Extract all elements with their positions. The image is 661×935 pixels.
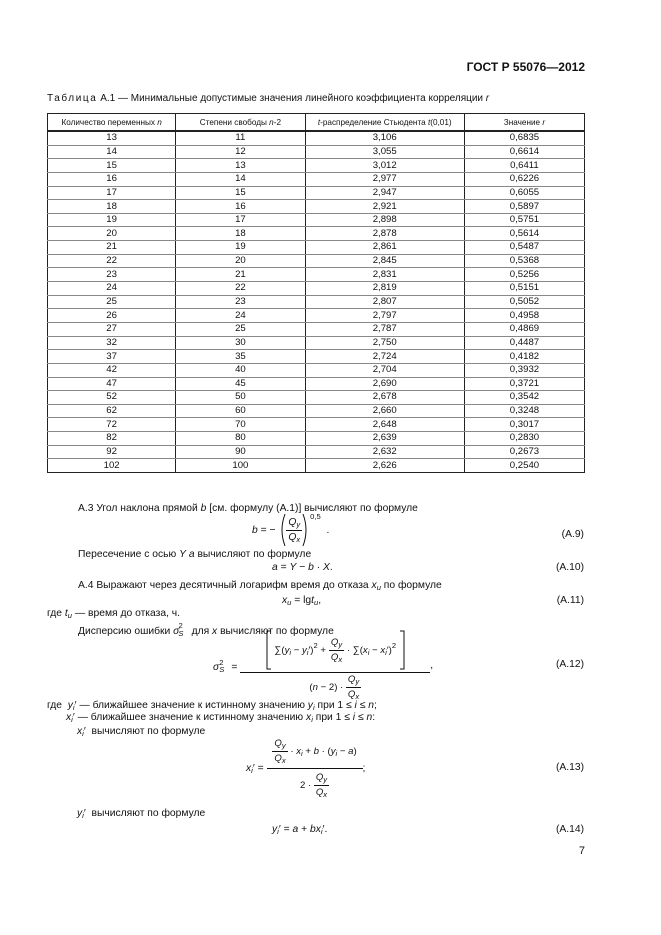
- eq-number-a10: (А.10): [555, 562, 584, 573]
- cell-n: 13: [48, 131, 176, 145]
- cell-r: 0,5256: [464, 268, 584, 282]
- where-tu: где $t_u$ — время до отказа, ч.: [47, 608, 181, 620]
- table-row: [48, 227, 585, 241]
- cell-r: 0,4958: [464, 309, 584, 323]
- cell-df: 100: [176, 459, 305, 473]
- cell-n: 14: [48, 145, 176, 159]
- yprime-text: — ближайшее значение к истинному значению: [79, 700, 305, 711]
- xprime-range-1: при 1 ≤: [315, 712, 350, 723]
- table-row: [48, 268, 585, 282]
- paren-left-icon: [278, 513, 286, 547]
- cell-df: 15: [176, 186, 305, 200]
- intercept-var: a: [188, 549, 195, 560]
- intercept-text-2: вычисляют по формуле: [197, 549, 312, 560]
- formula-a10: a = Y − b · X.: [272, 562, 333, 573]
- a3-var-b: b: [200, 503, 207, 514]
- cell-n: 23: [48, 268, 176, 282]
- cell-r: 0,5151: [464, 282, 584, 296]
- cell-r: 0,6055: [464, 186, 584, 200]
- cell-t: 2,878: [305, 227, 464, 241]
- cell-n: 62: [48, 404, 176, 418]
- cell-r: 0,6835: [464, 131, 584, 145]
- cell-r: 0,3932: [464, 363, 584, 377]
- where-prefix-2: где: [47, 700, 63, 711]
- a9-exponent: 0,5: [310, 512, 321, 521]
- cell-df: 17: [176, 213, 305, 227]
- yprime-end: ;: [373, 700, 377, 711]
- page-number: 7: [578, 845, 585, 857]
- cell-n: 22: [48, 254, 176, 268]
- table-row: [48, 377, 585, 391]
- bracket-left-icon: [266, 630, 272, 670]
- cell-t: 2,861: [305, 241, 464, 255]
- col-header-n: Количество переменных n: [48, 114, 176, 132]
- table-row: [48, 254, 585, 268]
- para-intercept: [78, 549, 311, 560]
- cell-t: 3,055: [305, 145, 464, 159]
- cell-df: 19: [176, 241, 305, 255]
- where-yprime: где $y_i'$ — ближайшее значение к истинному значению $y_i$ при 1 ≤ i ≤ n;: [47, 700, 377, 712]
- table-row: [48, 445, 585, 459]
- cell-t: 3,106: [305, 131, 464, 145]
- table-row: [48, 350, 585, 364]
- cell-df: 11: [176, 131, 305, 145]
- cell-r: 0,5487: [464, 241, 584, 255]
- cell-n: 27: [48, 322, 176, 336]
- cell-n: 15: [48, 159, 176, 173]
- a3-text-1: А.3 Угол наклона прямой: [78, 503, 198, 514]
- where-tu-text: — время до отказа, ч.: [74, 608, 181, 619]
- table-row: [48, 418, 585, 432]
- cell-df: 60: [176, 404, 305, 418]
- cell-df: 14: [176, 172, 305, 186]
- eq-number-a13: (А.13): [555, 762, 584, 773]
- formula-a11: $x_u = \lg t_u$,: [282, 595, 322, 607]
- table-row: [48, 200, 585, 214]
- table-row: [48, 213, 585, 227]
- table-header-row: [48, 114, 585, 132]
- disp-text-1: Дисперсию ошибки: [78, 626, 171, 637]
- cell-t: 2,947: [305, 186, 464, 200]
- cell-n: 32: [48, 336, 176, 350]
- cell-t: 2,678: [305, 391, 464, 405]
- eq-number-a11: (А.11): [556, 595, 584, 606]
- xprime-calc-text: вычисляют по формуле: [91, 726, 206, 737]
- cell-t: 2,819: [305, 282, 464, 296]
- correlation-table: [47, 113, 585, 473]
- eq-number-a12: (А.12): [555, 659, 584, 670]
- cell-r: 0,5368: [464, 254, 584, 268]
- cell-r: 0,4869: [464, 322, 584, 336]
- cell-df: 35: [176, 350, 305, 364]
- document-code: ГОСТ Р 55076—2012: [466, 60, 585, 74]
- cell-n: 17: [48, 186, 176, 200]
- cell-n: 102: [48, 459, 176, 473]
- table-row: [48, 145, 585, 159]
- disp-var: x: [212, 626, 218, 637]
- cell-df: 25: [176, 322, 305, 336]
- cell-n: 18: [48, 200, 176, 214]
- table-row: [48, 159, 585, 173]
- table-row: [48, 336, 585, 350]
- cell-n: 16: [48, 172, 176, 186]
- cell-df: 45: [176, 377, 305, 391]
- cell-r: 0,5751: [464, 213, 584, 227]
- table-row: [48, 432, 585, 446]
- col-header-df: Степени свободы n-2: [176, 114, 305, 132]
- cell-df: 80: [176, 432, 305, 446]
- cell-r: 0,5897: [464, 200, 584, 214]
- cell-r: 0,6411: [464, 159, 584, 173]
- yprime-range-1: при 1 ≤: [317, 700, 352, 711]
- where-xprime: $x_i'$ — ближайшее значение к истинному значению $x_i$ при 1 ≤ i ≤ n:: [66, 712, 376, 724]
- table-row: [48, 186, 585, 200]
- xprime-end: :: [372, 712, 376, 723]
- cell-r: 0,2830: [464, 432, 584, 446]
- xprime-text: — ближайшее значение к истинному значению: [77, 712, 304, 723]
- disp-text-3: вычисляют по формуле: [220, 626, 334, 637]
- cell-df: 50: [176, 391, 305, 405]
- table-row: [48, 282, 585, 296]
- cell-t: 2,797: [305, 309, 464, 323]
- cell-r: 0,4487: [464, 336, 584, 350]
- paren-right-icon: [302, 513, 310, 547]
- formula-a13: $x_i'$ = $\frac{Q_y}{Q_x}$ · $x_i + b \cdot (y_i - a)$ 2 · $\frac{Q_y}{Q_x}$ ;: [246, 738, 366, 799]
- a4-text-2: по формуле: [383, 580, 442, 591]
- cell-t: 2,639: [305, 432, 464, 446]
- where-prefix: где: [47, 608, 63, 619]
- table-row: [48, 322, 585, 336]
- cell-df: 18: [176, 227, 305, 241]
- cell-r: 0,5614: [464, 227, 584, 241]
- cell-df: 16: [176, 200, 305, 214]
- cell-r: 0,2540: [464, 459, 584, 473]
- para-xprime: $x_i'$ вычисляют по формуле: [77, 726, 206, 738]
- cell-df: 13: [176, 159, 305, 173]
- cell-n: 25: [48, 295, 176, 309]
- para-yprime: $y_i'$ вычисляют по формуле: [77, 808, 206, 820]
- cell-df: 90: [176, 445, 305, 459]
- cell-n: 92: [48, 445, 176, 459]
- cell-t: 2,632: [305, 445, 464, 459]
- caption-variable: r: [485, 93, 490, 104]
- cell-df: 23: [176, 295, 305, 309]
- eq-number-a9: (А.9): [561, 529, 584, 540]
- cell-r: 0,3721: [464, 377, 584, 391]
- cell-t: 2,807: [305, 295, 464, 309]
- cell-df: 12: [176, 145, 305, 159]
- disp-text-2: для: [191, 626, 210, 637]
- table-row: [48, 131, 585, 145]
- table-row: [48, 295, 585, 309]
- cell-t: 2,724: [305, 350, 464, 364]
- cell-t: 2,660: [305, 404, 464, 418]
- intercept-text-1: Пересечение с осью: [78, 549, 177, 560]
- formula-a14: $y_i' = a + bx_i'$.: [272, 824, 328, 836]
- cell-t: 2,977: [305, 172, 464, 186]
- cell-n: 52: [48, 391, 176, 405]
- cell-n: 20: [48, 227, 176, 241]
- a4-text-1: А.4 Выражают через десятичный логарифм время до отказа: [78, 580, 369, 591]
- cell-t: 2,704: [305, 363, 464, 377]
- eq-number-a14: (А.14): [555, 824, 584, 835]
- cell-r: 0,6226: [464, 172, 584, 186]
- cell-n: 82: [48, 432, 176, 446]
- table-row: [48, 459, 585, 473]
- cell-t: 2,921: [305, 200, 464, 214]
- a3-text-2: [см. формулу (А.1)] вычисляют по формуле: [209, 503, 418, 514]
- cell-t: 2,787: [305, 322, 464, 336]
- cell-df: 21: [176, 268, 305, 282]
- intercept-axis: Y: [179, 549, 186, 560]
- cell-r: 0,2673: [464, 445, 584, 459]
- cell-t: 2,648: [305, 418, 464, 432]
- cell-n: 24: [48, 282, 176, 296]
- table-row: [48, 404, 585, 418]
- yprime-calc-text: вычисляют по формуле: [91, 808, 206, 819]
- yprime-range-2: ≤: [359, 700, 366, 711]
- cell-t: 2,750: [305, 336, 464, 350]
- cell-t: 2,831: [305, 268, 464, 282]
- para-a3: [78, 503, 418, 514]
- para-dispersion: Дисперсию ошибки $\sigma_S^2$ для x вычисляют по формуле: [78, 621, 334, 638]
- cell-df: 30: [176, 336, 305, 350]
- cell-n: 72: [48, 418, 176, 432]
- formula-a9: b = − $\frac{Q_y}{Q_x}$ $^{0,5}$ .: [252, 512, 329, 547]
- cell-df: 24: [176, 309, 305, 323]
- cell-r: 0,4182: [464, 350, 584, 364]
- cell-t: 2,690: [305, 377, 464, 391]
- cell-n: 19: [48, 213, 176, 227]
- disp-sq: 2: [178, 621, 183, 630]
- bracket-right-icon: [399, 630, 405, 670]
- cell-df: 22: [176, 282, 305, 296]
- cell-n: 47: [48, 377, 176, 391]
- table-row: [48, 391, 585, 405]
- table-row: [48, 172, 585, 186]
- cell-df: 20: [176, 254, 305, 268]
- cell-n: 21: [48, 241, 176, 255]
- cell-df: 70: [176, 418, 305, 432]
- table-row: [48, 309, 585, 323]
- formula-a12: $\sigma_S^2$ = $\sum(y_i - y_i')^2$ + $\frac{Q_y}{Q_x}$ · $\sum(x_i - x_i')^2$ (n − 2) · $\frac{Q_y}{Q_x}$ ,: [213, 630, 433, 701]
- cell-r: 0,5052: [464, 295, 584, 309]
- cell-t: 3,012: [305, 159, 464, 173]
- cell-r: 0,6614: [464, 145, 584, 159]
- a13-two-mult: 2 ·: [299, 780, 312, 792]
- caption-prefix: Таблица: [47, 93, 98, 104]
- caption-text: А.1 — Минимальные допустимые значения линейного коэффициента корреляции: [100, 93, 484, 104]
- cell-t: 2,845: [305, 254, 464, 268]
- xprime-range-2: ≤: [357, 712, 364, 723]
- cell-t: 2,898: [305, 213, 464, 227]
- table-row: [48, 363, 585, 377]
- para-a4: А.4 Выражают через десятичный логарифм время до отказа $x_u$ по формуле: [78, 580, 442, 592]
- table-row: [48, 241, 585, 255]
- cell-r: 0,3248: [464, 404, 584, 418]
- table-body: [48, 131, 585, 473]
- cell-df: 40: [176, 363, 305, 377]
- col-header-r: Значение r: [464, 114, 584, 132]
- table-caption: [47, 93, 489, 104]
- cell-n: 42: [48, 363, 176, 377]
- cell-t: 2,626: [305, 459, 464, 473]
- cell-n: 26: [48, 309, 176, 323]
- cell-r: 0,3017: [464, 418, 584, 432]
- col-header-t: t-распределение Стьюдента t(0,01): [305, 114, 464, 132]
- cell-r: 0,3542: [464, 391, 584, 405]
- cell-n: 37: [48, 350, 176, 364]
